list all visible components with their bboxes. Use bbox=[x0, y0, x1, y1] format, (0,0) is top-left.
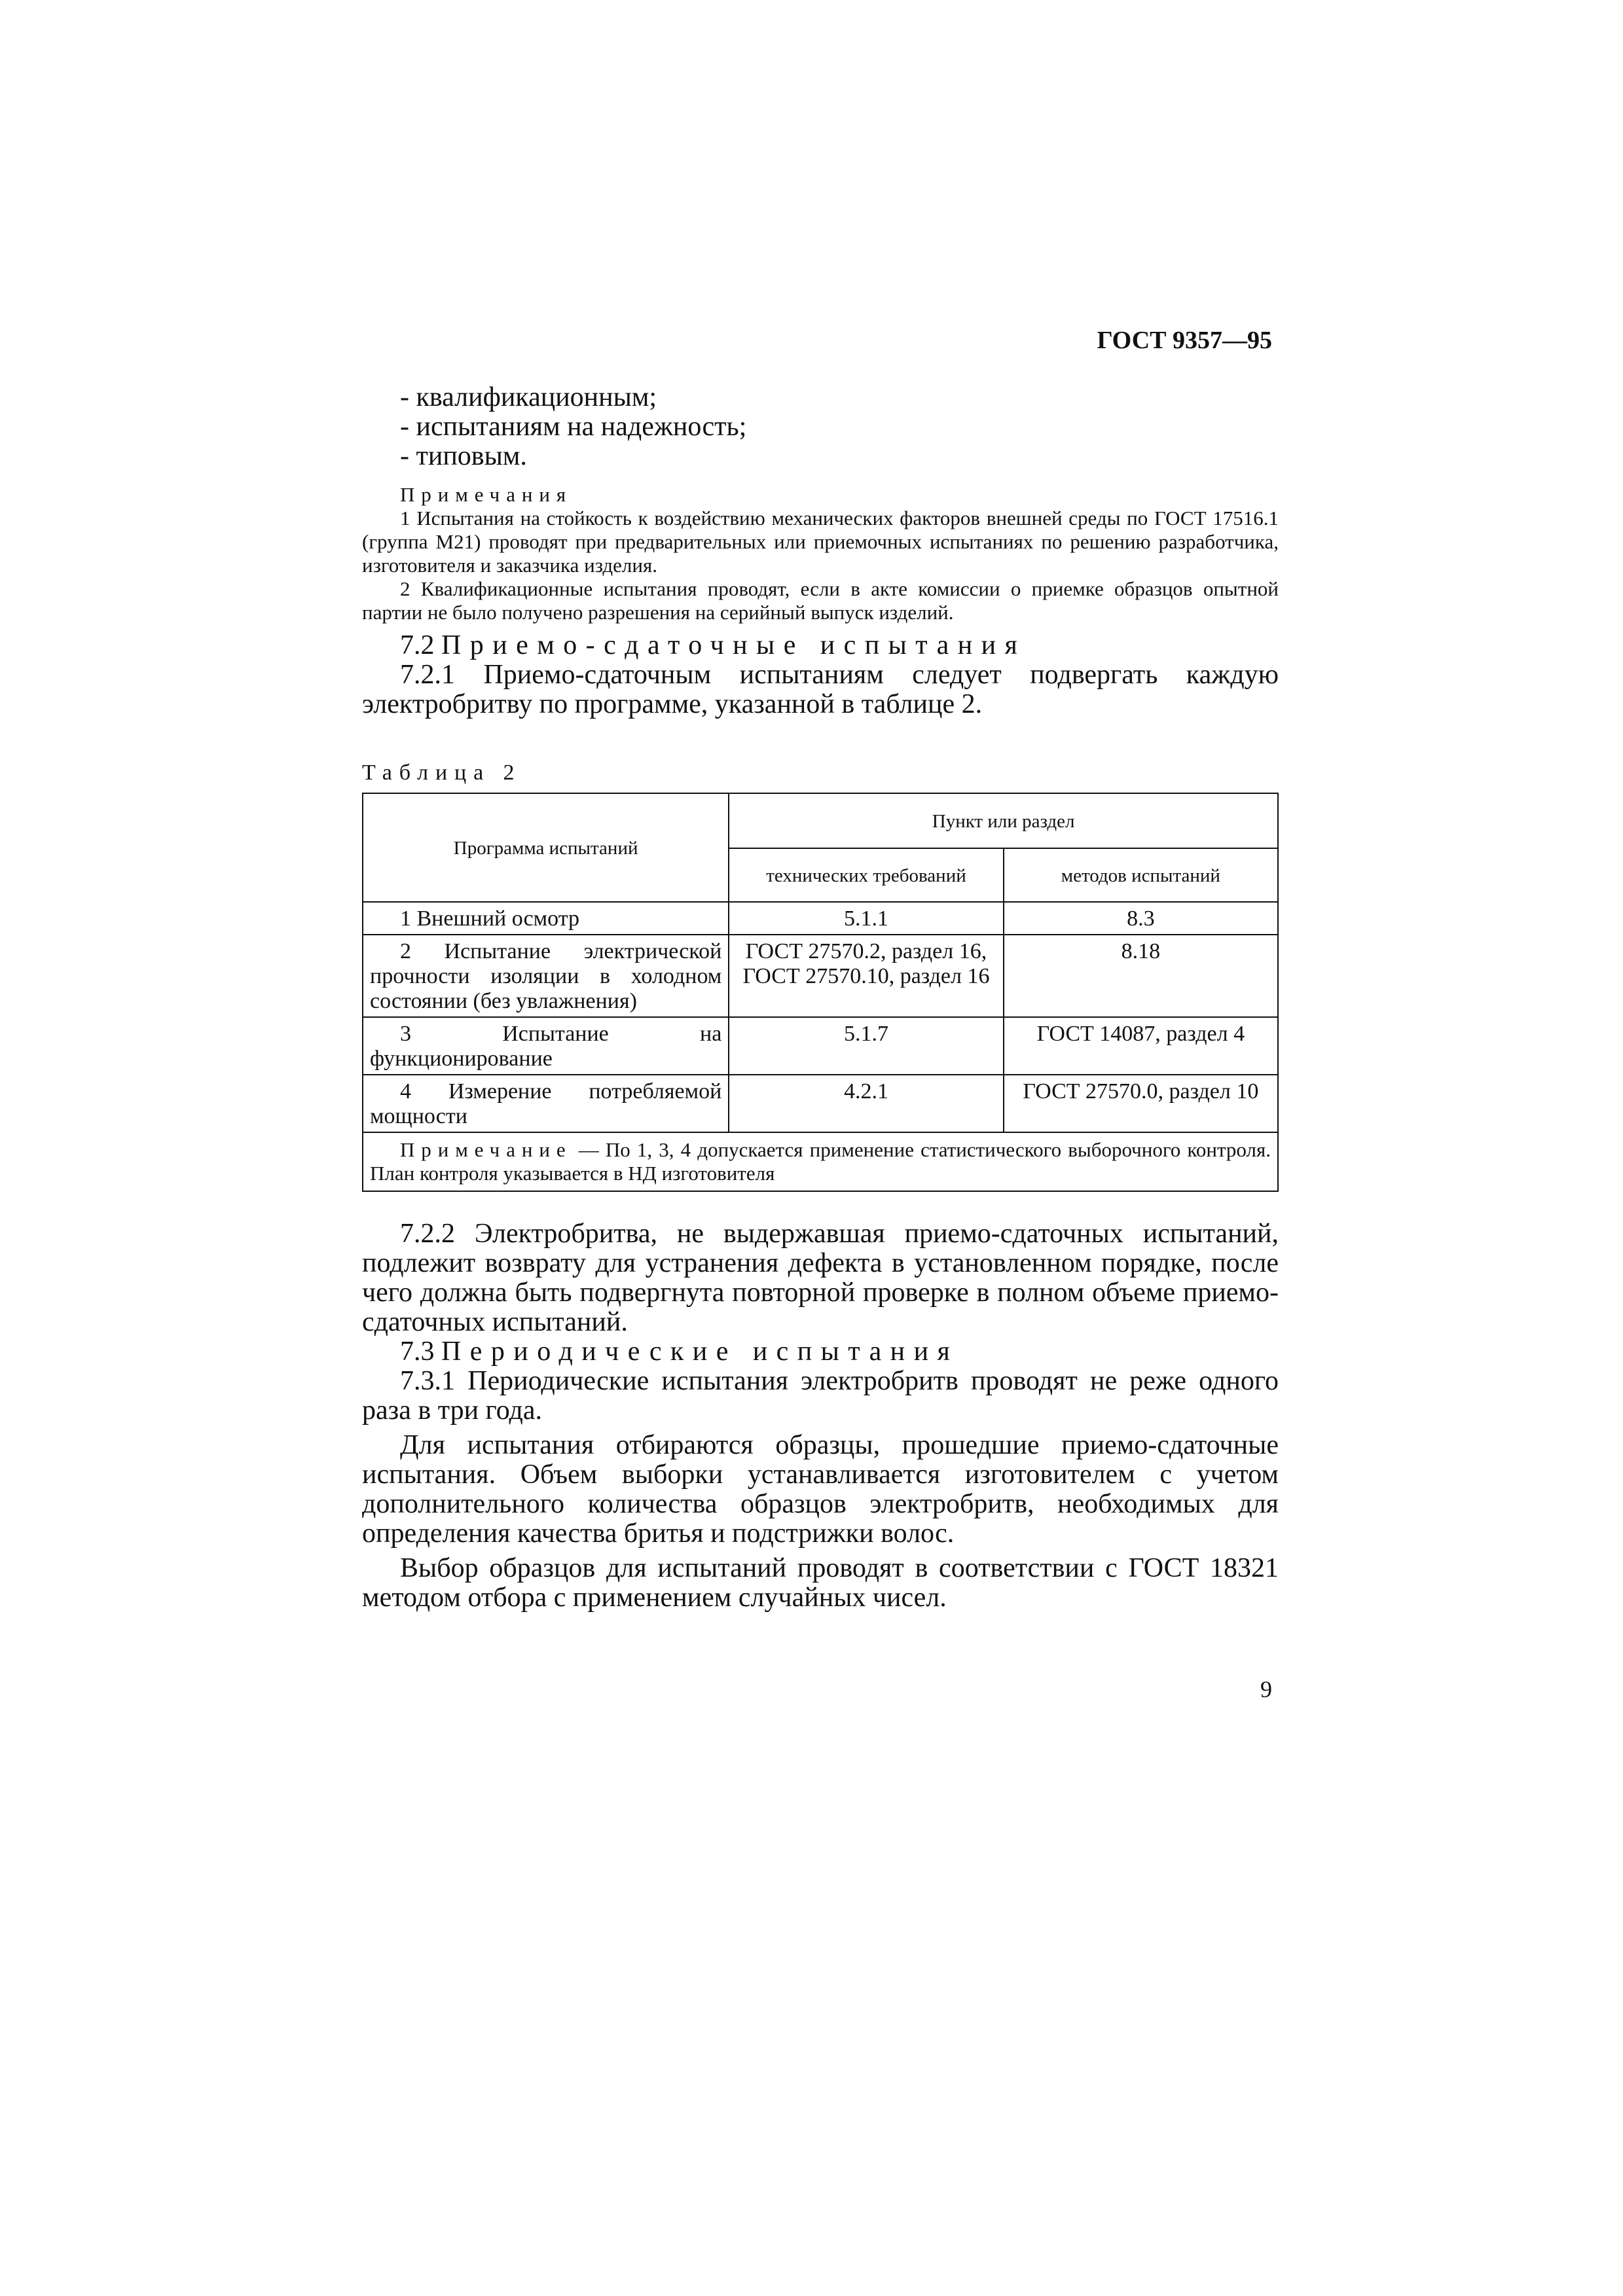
cell-methods: ГОСТ 14087, раздел 4 bbox=[1004, 1017, 1278, 1075]
test-program-table bbox=[362, 793, 1279, 1192]
cell-program: 2 Испытание электрической прочности изоляции в холодном состоянии (без увлажнения) bbox=[363, 935, 729, 1017]
cell-tech: 5.1.7 bbox=[729, 1017, 1003, 1075]
cell-program: 4 Измерение потребляемой мощности bbox=[363, 1075, 729, 1132]
header-tech: технических требований bbox=[729, 848, 1003, 902]
table-row bbox=[363, 1017, 1278, 1075]
section-heading-7-3 bbox=[362, 1337, 1279, 1367]
note-2: 2 Квалификационные испытания проводят, если в акте комиссии о приемке образцов опытной партии не было получено разрешения на серийный выпуск изделий. bbox=[362, 577, 1279, 624]
table-row bbox=[363, 935, 1278, 1017]
cell-methods: ГОСТ 27570.0, раздел 10 bbox=[1004, 1075, 1278, 1132]
cell-program: 1 Внешний осмотр bbox=[363, 902, 729, 935]
table-note bbox=[363, 1132, 1278, 1191]
section-number: 7.2 bbox=[400, 630, 435, 660]
list-item: - типовым. bbox=[400, 441, 527, 471]
header-methods: методов испытаний bbox=[1004, 848, 1278, 902]
table-caption bbox=[362, 760, 1279, 786]
list-item: - испытаниям на надежность; bbox=[400, 412, 747, 442]
table-note-text: — По 1, 3, 4 допускается применение статистического выборочного контроля. План контроля указывается в НД изготовителя bbox=[370, 1138, 1271, 1185]
cell-methods: 8.3 bbox=[1004, 902, 1278, 935]
paragraph-selection: Выбор образцов для испытаний проводят в соответствии с ГОСТ 18321 методом отбора с применением случайных чисел. bbox=[362, 1553, 1279, 1613]
table-note-label: Примечание bbox=[400, 1138, 572, 1161]
section-heading-7-2 bbox=[362, 631, 1279, 660]
cell-tech: 5.1.1 bbox=[729, 902, 1003, 935]
cell-program: 3 Испытание на функционирование bbox=[363, 1017, 729, 1075]
page-content bbox=[362, 383, 1279, 1613]
note-1: 1 Испытания на стойкость к воздействию механических факторов внешней среды по ГОСТ 17516.1 (группа М21) проводят при предварительных или приемочных испытаниях по решению разработчика, изготовителя и заказчика изделия. bbox=[362, 507, 1279, 577]
header-program: Программа испытаний bbox=[363, 793, 729, 902]
paragraph-7-2-1: 7.2.1 Приемо-сдаточным испытаниям следует подвергать каждую электробритву по программе, указанной в таблице 2. bbox=[362, 660, 1279, 719]
table-note-row bbox=[363, 1132, 1278, 1191]
cell-methods: 8.18 bbox=[1004, 935, 1278, 1017]
cell-tech: 4.2.1 bbox=[729, 1075, 1003, 1132]
notes-heading bbox=[362, 483, 1279, 507]
list-item: - квалификационным; bbox=[400, 382, 657, 412]
section-title: Периодические испытания bbox=[441, 1336, 959, 1367]
page-number: 9 bbox=[1260, 1676, 1272, 1702]
cell-tech: ГОСТ 27570.2, раздел 16, ГОСТ 27570.10, раздел 16 bbox=[729, 935, 1003, 1017]
paragraph-samples: Для испытания отбираются образцы, прошедшие приемо-сдаточные испытания. Объем выборки устанавливается изготовителем с учетом дополнительного количества образцов электробритв, необходимых для определения качества бритья и подстрижки волос. bbox=[362, 1430, 1279, 1549]
header-group: Пункт или раздел bbox=[729, 793, 1278, 848]
section-title: Приемо-сдаточные испытания bbox=[441, 630, 1027, 660]
notes-title: Примечания bbox=[400, 483, 573, 506]
paragraph-7-2-2: 7.2.2 Электробритва, не выдержавшая приемо-сдаточных испытаний, подлежит возврату для устранения дефекта в установленном порядке, после чего должна быть подвергнута повторной проверке в полном объеме приемо-сдаточных испытаний. bbox=[362, 1219, 1279, 1337]
table-caption-text: Таблица 2 bbox=[362, 761, 522, 785]
table-row bbox=[363, 1075, 1278, 1132]
table-row bbox=[363, 902, 1278, 935]
paragraph-7-3-1: 7.3.1 Периодические испытания электробритв проводят не реже одного раза в три года. bbox=[362, 1366, 1279, 1426]
document-code-header: ГОСТ 9357—95 bbox=[1097, 327, 1272, 354]
section-number: 7.3 bbox=[400, 1336, 435, 1367]
